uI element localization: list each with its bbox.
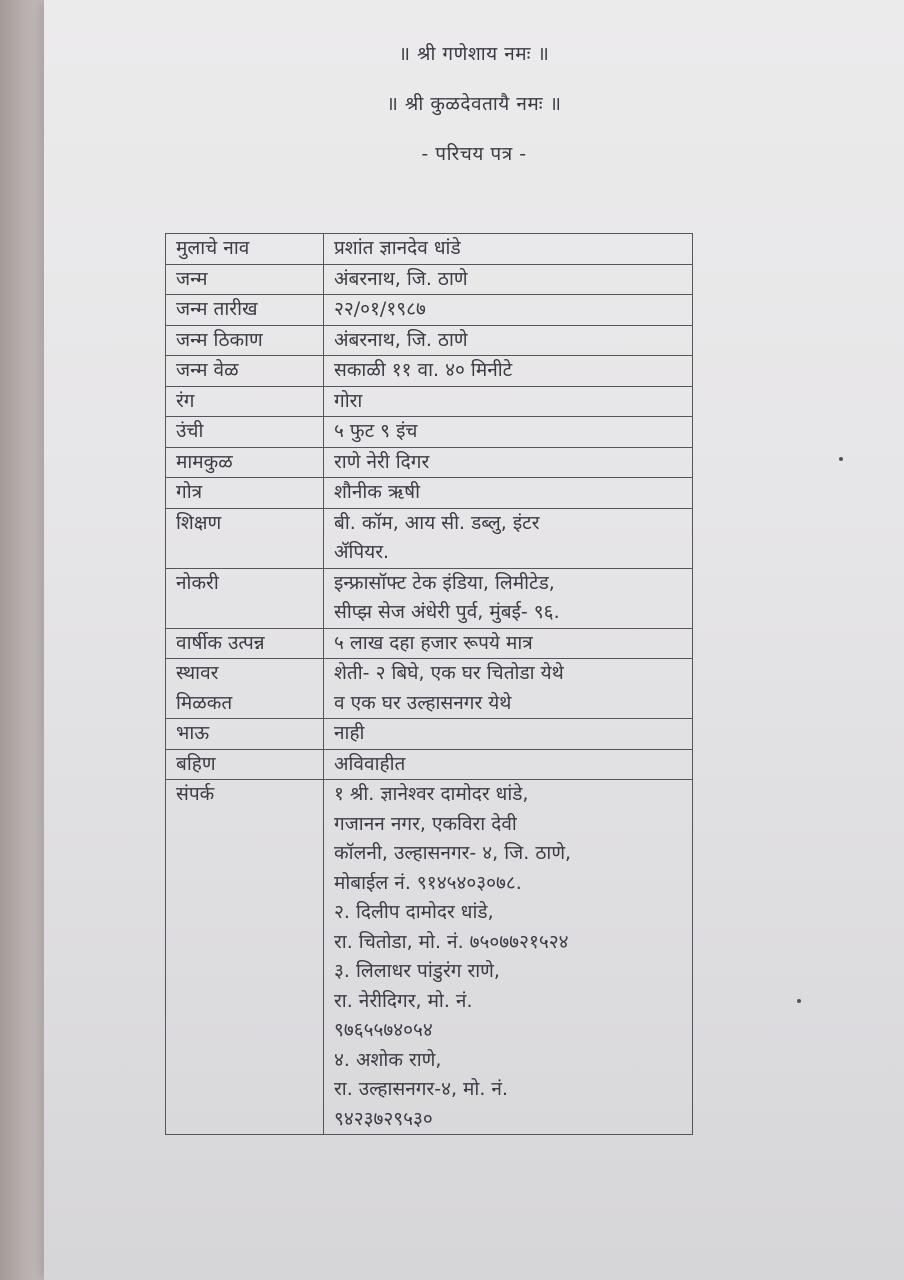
- table-row: [166, 659, 693, 719]
- invocation-ganesha: ॥ श्री गणेशाय नमः ॥: [398, 43, 550, 65]
- paper-speck: [839, 457, 843, 461]
- row-label: बहिण: [166, 749, 324, 780]
- row-label: शिक्षण: [166, 508, 324, 568]
- row-label: जन्म ठिकाण: [166, 325, 324, 356]
- row-label: भाऊ: [166, 719, 324, 750]
- row-value: प्रशांत ज्ञानदेव धांडे: [324, 234, 693, 265]
- table-row: [166, 508, 693, 568]
- row-label: जन्म तारीख: [166, 295, 324, 326]
- row-label: रंग: [166, 386, 324, 417]
- row-label: मामकुळ: [166, 447, 324, 478]
- table-row: [166, 749, 693, 780]
- biodata-table: [165, 233, 693, 1135]
- row-label: जन्म वेळ: [166, 356, 324, 387]
- table-row: [166, 386, 693, 417]
- invocation-kuldevata: ॥ श्री कुळदेवतायै नमः ॥: [386, 93, 562, 115]
- table-row: [166, 356, 693, 387]
- row-value: अंबरनाथ, जि. ठाणे: [324, 264, 693, 295]
- row-label: जन्म: [166, 264, 324, 295]
- table-row: [166, 295, 693, 326]
- table-row: [166, 719, 693, 750]
- table-row: [166, 780, 693, 1135]
- row-value: अंबरनाथ, जि. ठाणे: [324, 325, 693, 356]
- table-row: [166, 478, 693, 509]
- row-value: इन्फ्रासॉफ्ट टेक इंडिया, लिमीटेड, सीप्झ सेज अंधेरी पुर्व, मुंबई- ९६.: [324, 568, 693, 628]
- row-value: शौनीक ऋषी: [324, 478, 693, 509]
- table-row: [166, 417, 693, 448]
- table-row: [166, 628, 693, 659]
- row-label: उंची: [166, 417, 324, 448]
- row-value: नाही: [324, 719, 693, 750]
- table-row: [166, 264, 693, 295]
- row-label: नोकरी: [166, 568, 324, 628]
- table-row: [166, 447, 693, 478]
- paper-speck: [797, 999, 801, 1003]
- table-row: [166, 234, 693, 265]
- row-value: राणे नेरी दिगर: [324, 447, 693, 478]
- row-value: बी. कॉम, आय सी. डब्लु, इंटर ॲपियर.: [324, 508, 693, 568]
- row-label: स्थावर मिळकत: [166, 659, 324, 719]
- row-label: संपर्क: [166, 780, 324, 1135]
- row-value: २२/०१/१९८७: [324, 295, 693, 326]
- row-value: शेती- २ बिघे, एक घर चितोडा येथे व एक घर उल्हासनगर येथे: [324, 659, 693, 719]
- row-label: गोत्र: [166, 478, 324, 509]
- document-title: - परिचय पत्र -: [421, 143, 527, 165]
- row-label: मुलाचे नाव: [166, 234, 324, 265]
- background-edge: [0, 0, 44, 1280]
- row-value: अविवाहीत: [324, 749, 693, 780]
- row-value: १ श्री. ज्ञानेश्वर दामोदर धांडे, गजानन नगर, एकविरा देवी कॉलनी, उल्हासनगर- ४, जि. ठाणे, मोबाईल नं. ९१४५४०३०७८. २. दिलीप दामोदर धांडे, रा. चितोडा, मो. नं. ७५०७७२१५२४ ३. लिलाधर पांडुरंग राणे, रा. नेरीदिगर, मो. नं. ९७६५५७४०५४ ४. अशोक राणे, रा. उल्हासनगर-४, मो. नं. ९४२३७२९५३०: [324, 780, 693, 1135]
- table-row: [166, 568, 693, 628]
- table-row: [166, 325, 693, 356]
- row-label: वार्षीक उत्पन्न: [166, 628, 324, 659]
- row-value: ५ फुट ९ इंच: [324, 417, 693, 448]
- row-value: ५ लाख दहा हजार रूपये मात्र: [324, 628, 693, 659]
- row-value: सकाळी ११ वा. ४० मिनीटे: [324, 356, 693, 387]
- row-value: गोरा: [324, 386, 693, 417]
